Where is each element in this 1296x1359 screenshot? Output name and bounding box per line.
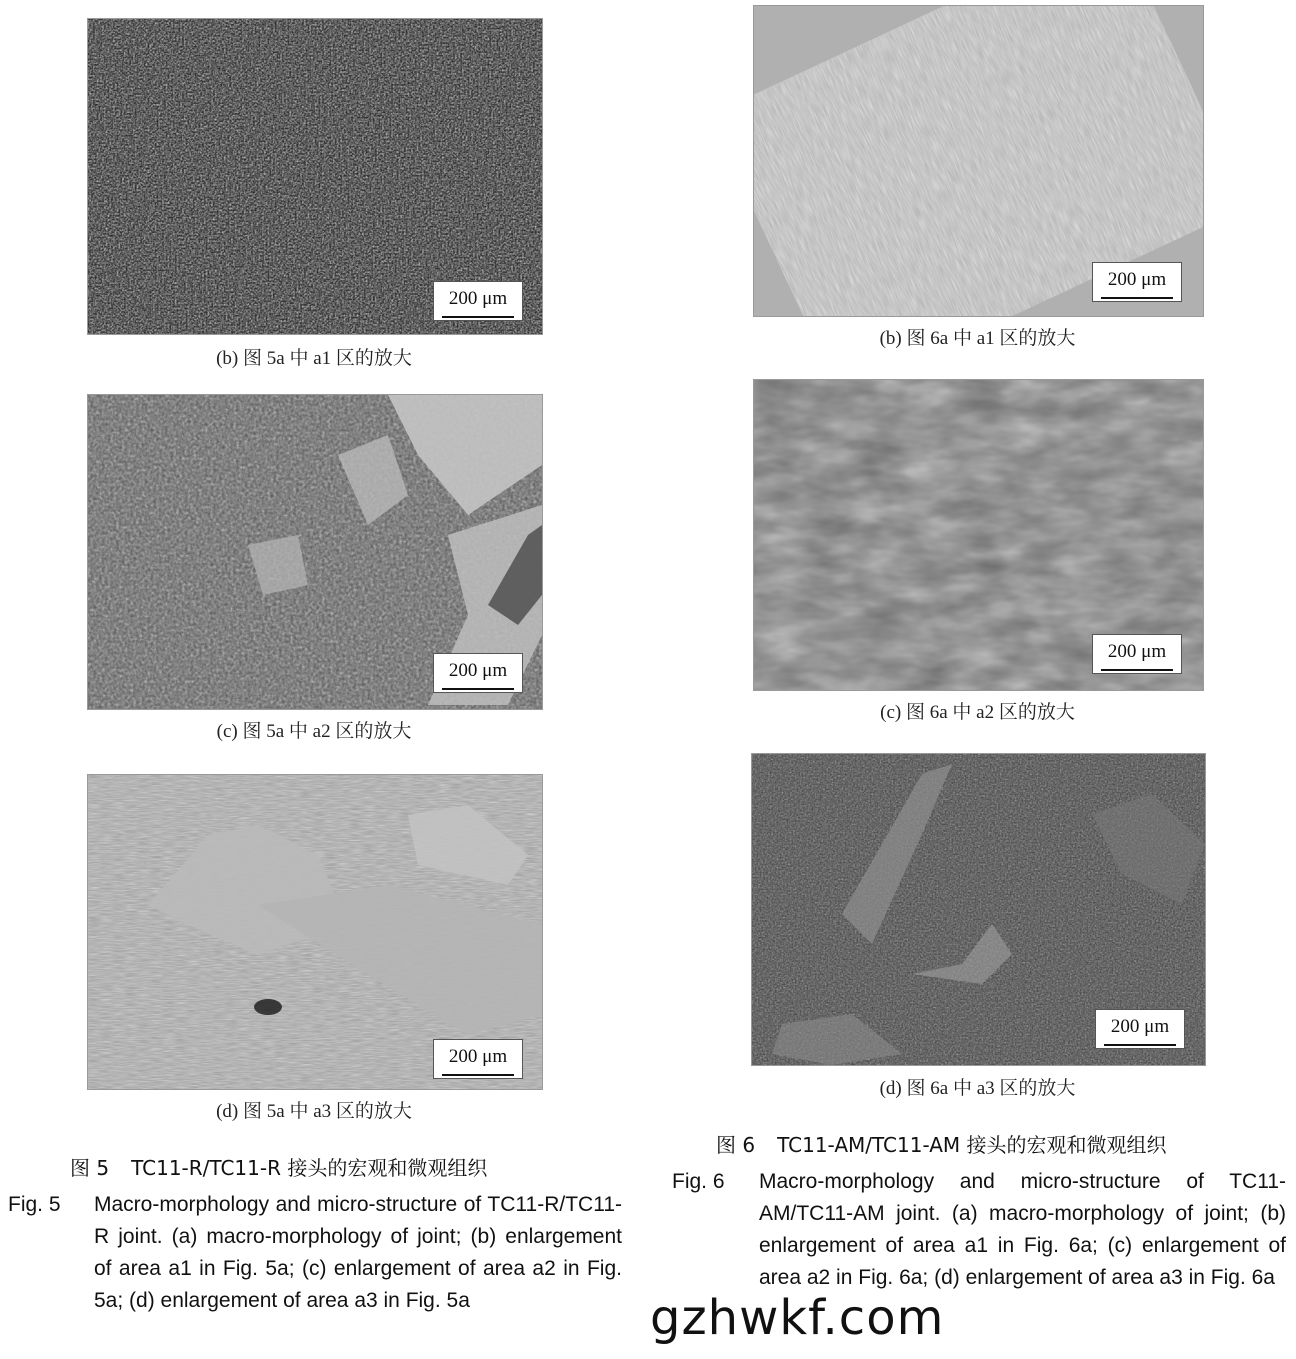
fig6c-caption: (c) 图 6a 中 a2 区的放大 (880, 702, 1075, 723)
fig5-title-text: TC11-R/TC11-R 接头的宏观和微观组织 (131, 1156, 488, 1180)
scale-bar (1092, 634, 1182, 674)
fig6-caption-text: Macro-morphology and micro-structure of TC11-AM/TC11-AM joint. (a) macro-morphology of joint; (b) enlargement of area a1 in Fig. 6a; (c) enlargement of area a2 in Fig. 6a; (d) enlargement of area a3 in Fig. 6a (759, 1170, 1286, 1289)
fig6d-micrograph (751, 753, 1206, 1066)
scale-bar-label: 200 μm (1107, 641, 1167, 662)
fig5-caption-label: Fig. 5 (8, 1193, 61, 1216)
fig5c-caption: (c) 图 5a 中 a2 区的放大 (216, 721, 412, 742)
fig5d-micrograph (87, 774, 543, 1090)
scale-bar-label: 200 μm (448, 288, 508, 309)
watermark: gzhwkf.com (650, 1290, 945, 1346)
fig5-caption-text: Macro-morphology and micro-structure of TC11-R/TC11-R joint. (a) macro-morphology of joint; (b) enlargement of area a1 in Fig. 5a; (c) enlargement of area a2 in Fig. 5a; (d) enlargement of area a3 in Fig. 5a (94, 1193, 622, 1312)
fig5d-caption: (d) 图 5a 中 a3 区的放大 (216, 1101, 412, 1122)
fig6-title-number: 图 6 (716, 1133, 756, 1157)
fig6d-caption: (d) 图 6a 中 a3 区的放大 (879, 1078, 1076, 1099)
scale-bar-label: 200 μm (448, 660, 508, 681)
scale-bar-line (442, 316, 514, 318)
fig5c-micrograph (87, 394, 543, 710)
scale-bar-line (1101, 669, 1173, 671)
scale-bar-line (442, 688, 514, 690)
fig6b-micrograph (753, 5, 1204, 317)
scale-bar (433, 1039, 523, 1079)
fig5-title-number: 图 5 (70, 1156, 110, 1180)
fig5b-caption: (b) 图 5a 中 a1 区的放大 (216, 348, 412, 369)
scale-bar (433, 281, 523, 321)
scale-bar (1092, 262, 1182, 302)
fig6c-micrograph (753, 379, 1204, 691)
fig6b-caption: (b) 图 6a 中 a1 区的放大 (879, 328, 1076, 349)
scale-bar (1095, 1009, 1185, 1049)
scale-bar-label: 200 μm (448, 1046, 508, 1067)
scale-bar (433, 653, 523, 693)
scale-bar-line (1104, 1044, 1176, 1046)
scale-bar-line (442, 1074, 514, 1076)
scale-bar-label: 200 μm (1110, 1016, 1170, 1037)
fig5-title (70, 1152, 487, 1181)
scale-bar-label: 200 μm (1107, 269, 1167, 290)
fig6-caption-label: Fig. 6 (672, 1170, 725, 1193)
fig6-title-text: TC11-AM/TC11-AM 接头的宏观和微观组织 (777, 1133, 1167, 1157)
scale-bar-line (1101, 297, 1173, 299)
fig5b-micrograph (87, 18, 543, 335)
fig5-english-caption (8, 1189, 622, 1351)
fig6-title (716, 1129, 1167, 1158)
